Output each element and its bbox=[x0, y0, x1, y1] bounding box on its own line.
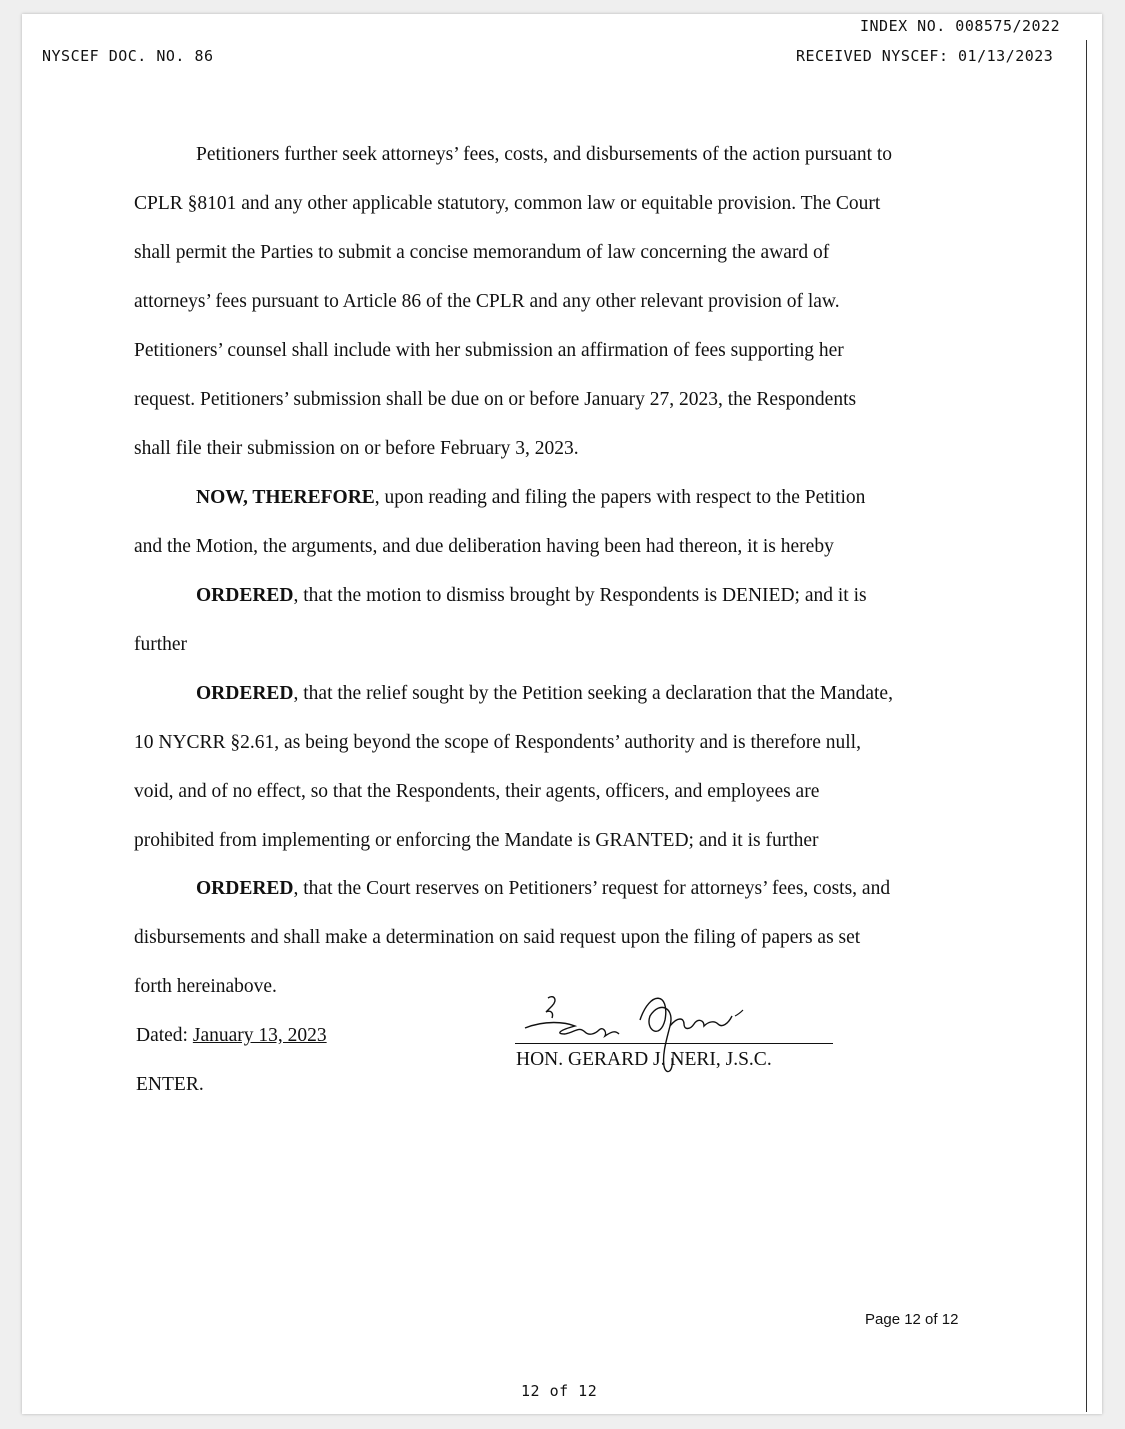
ordered-label: ORDERED bbox=[196, 878, 294, 899]
body-line: Petitioners’ counsel shall include with her submission an affirmation of fees supporting her bbox=[134, 340, 844, 361]
body-line: disbursements and shall make a determination on said request upon the filing of papers as set bbox=[134, 927, 861, 948]
body-line: NOW, THEREFORE, upon reading and filing the papers with respect to the Petition bbox=[196, 487, 866, 508]
judge-signature bbox=[520, 990, 840, 1090]
judge-name: HON. GERARD J. NERI, J.S.C. bbox=[516, 1049, 772, 1070]
body-line: shall permit the Parties to submit a concise memorandum of law concerning the award of bbox=[134, 242, 830, 263]
page-edge-line bbox=[1086, 40, 1087, 1412]
dated-line bbox=[136, 1025, 336, 1047]
body-line: CPLR §8101 and any other applicable statutory, common law or equitable provision. The Court bbox=[134, 193, 881, 214]
body-line: shall file their submission on or before February 3, 2023. bbox=[134, 438, 579, 459]
ordered-label: ORDERED bbox=[196, 683, 294, 704]
body-line: ORDERED, that the relief sought by the Petition seeking a declaration that the Mandate, bbox=[196, 683, 893, 704]
page-counter: 12 of 12 bbox=[521, 1382, 598, 1400]
dated-value: January 13, 2023 bbox=[192, 1025, 327, 1046]
body-line: request. Petitioners’ submission shall be due on or before January 27, 2023, the Respondents bbox=[134, 389, 857, 410]
signature-line bbox=[515, 1043, 833, 1044]
doc-number: NYSCEF DOC. NO. 86 bbox=[42, 47, 214, 65]
dated-label: Dated: bbox=[136, 1025, 188, 1046]
document-page bbox=[22, 14, 1102, 1414]
body-line: ORDERED, that the Court reserves on Petitioners’ request for attorneys’ fees, costs, and bbox=[196, 878, 891, 899]
body-line: 10 NYCRR §2.61, as being beyond the scope of Respondents’ authority and is therefore null, bbox=[134, 732, 861, 753]
body-line: prohibited from implementing or enforcing the Mandate is GRANTED; and it is further bbox=[134, 830, 819, 851]
ordered-label: ORDERED bbox=[196, 585, 294, 606]
enter-label: ENTER. bbox=[136, 1074, 204, 1095]
body-line: further bbox=[134, 634, 188, 655]
body-line: ORDERED, that the motion to dismiss brought by Respondents is DENIED; and it is bbox=[196, 585, 867, 606]
now-therefore-label: NOW, THEREFORE bbox=[196, 487, 375, 508]
body-line: Petitioners further seek attorneys’ fees, costs, and disbursements of the action pursuant to bbox=[196, 144, 893, 165]
body-line: void, and of no effect, so that the Respondents, their agents, officers, and employees are bbox=[134, 781, 820, 802]
body-line: attorneys’ fees pursuant to Article 86 of the CPLR and any other relevant provision of law. bbox=[134, 291, 840, 312]
body-line: forth hereinabove. bbox=[134, 976, 277, 997]
page-label: Page 12 of 12 bbox=[865, 1311, 959, 1328]
index-number: INDEX NO. 008575/2022 bbox=[860, 17, 1061, 35]
body-line: and the Motion, the arguments, and due deliberation having been had thereon, it is hereby bbox=[134, 536, 834, 557]
received-date: RECEIVED NYSCEF: 01/13/2023 bbox=[796, 47, 1054, 65]
